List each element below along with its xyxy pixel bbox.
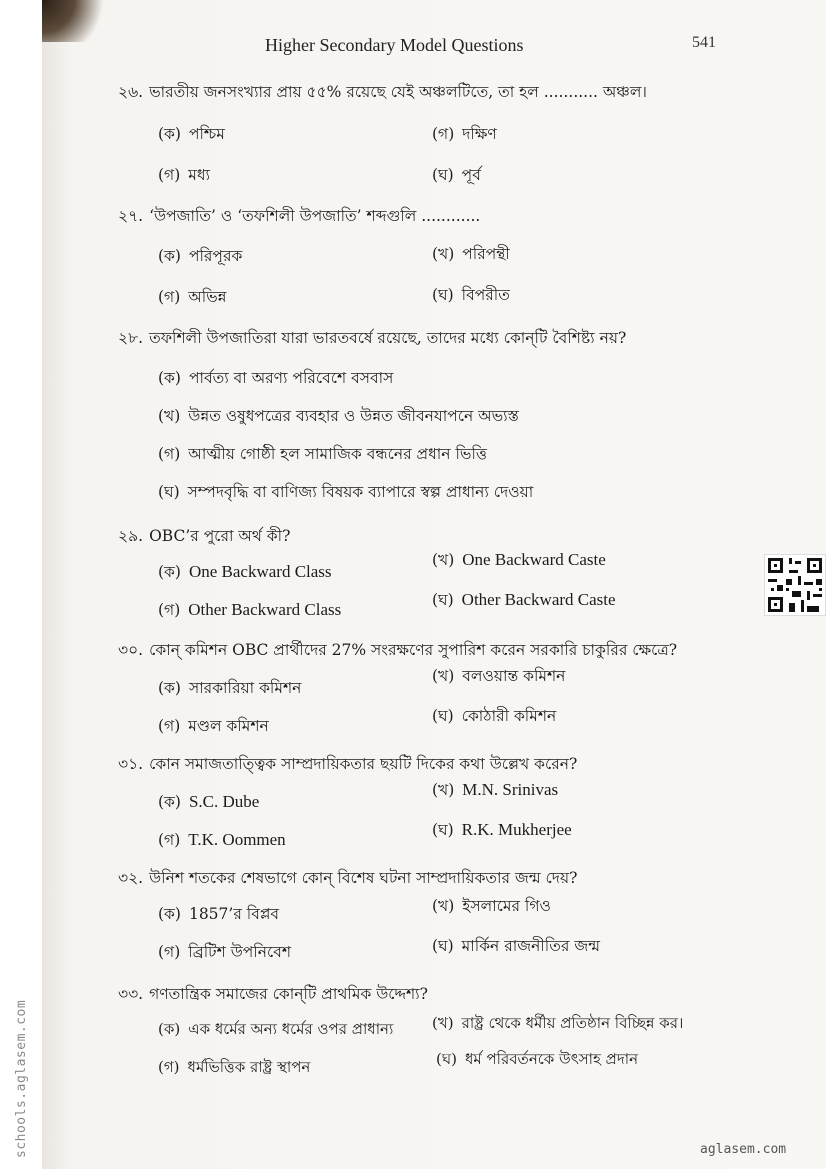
- option-text: বিপরীত: [461, 286, 510, 304]
- option-text: One Backward Caste: [462, 550, 606, 569]
- option-text: পশ্চিম: [188, 125, 225, 143]
- question-text: উনিশ শতকের শেষভাগে কোন্‌ বিশেষ ঘটনা সাম্প্রদায়িকতার জন্ম দেয়?: [149, 869, 578, 887]
- option-text: Other Backward Caste: [461, 590, 616, 609]
- option-text: এক ধর্মের অন্য ধর্মের ওপর প্রাধান্য: [188, 1020, 394, 1038]
- option-text: আত্মীয় গোষ্ঠী হল সামাজিক বন্ধনের প্রধান ভিত্তি: [188, 445, 487, 463]
- option-label: (গ): [158, 943, 181, 961]
- option: [158, 828, 286, 854]
- option-text: সারকারিয়া কমিশন: [188, 679, 302, 697]
- question-number: ২৬.: [118, 83, 144, 101]
- question-text: ‘উপজাতি’ ও ‘তফশিলী উপজাতি’ শব্দগুলি ............: [149, 207, 481, 225]
- option-label: (ঘ): [432, 591, 454, 609]
- option: [432, 664, 565, 690]
- option-label: (গ): [158, 288, 181, 306]
- question-text: গণতান্ত্রিক সমাজের কোন্‌টি প্রাথমিক উদ্দেশ্য?: [149, 985, 428, 1003]
- option-label: (গ): [158, 1058, 180, 1076]
- question-26: [118, 80, 647, 106]
- option-text: পূর্ব: [461, 166, 481, 184]
- page-header-title: Higher Secondary Model Questions: [265, 35, 524, 55]
- question-28: [118, 326, 626, 352]
- option-label: (খ): [432, 1014, 454, 1032]
- option-label: (ক): [158, 905, 181, 923]
- option: [432, 122, 497, 148]
- option-text: সম্পদবৃদ্ধি বা বাণিজ্য বিষয়ক ব্যাপারে স্বল্প প্রাধান্য দেওয়া: [187, 483, 534, 501]
- option-text: S.C. Dube: [188, 792, 260, 811]
- option-text: দক্ষিণ: [462, 125, 497, 143]
- option-label: (গ): [158, 717, 181, 735]
- option-text: বলওয়ান্ত কমিশন: [462, 667, 566, 685]
- qr-code[interactable]: [764, 554, 826, 616]
- question-number: ২৮.: [118, 329, 144, 347]
- option: [158, 714, 269, 740]
- question-33: [118, 982, 428, 1008]
- option: [158, 940, 291, 966]
- option: [158, 598, 341, 624]
- option-text: ধর্ম পরিবর্তনকে উৎসাহ প্রদান: [464, 1050, 639, 1068]
- option-label: (ঘ): [432, 286, 454, 304]
- option-label: (ঘ): [158, 483, 180, 501]
- option: [158, 285, 227, 311]
- option-text: কোঠারী কমিশন: [461, 707, 557, 725]
- option-label: (ক): [158, 563, 181, 581]
- option-text: 1857’র বিপ্লব: [188, 905, 280, 923]
- option-text: মার্কিন রাজনীতির জন্ম: [461, 937, 600, 955]
- page-corner-shadow: [42, 0, 112, 42]
- watermark-bottom: aglasem.com: [700, 1142, 787, 1157]
- option: [432, 242, 510, 268]
- option-text: রাষ্ট্র থেকে ধর্মীয় প্রতিষ্ঠান বিচ্ছিন্ন কর।: [461, 1014, 684, 1032]
- page-number: 541: [692, 34, 716, 51]
- option-text: ইসলামের গিও: [462, 897, 551, 915]
- option: [158, 404, 519, 430]
- question-32: [118, 866, 577, 892]
- option-label: (খ): [158, 407, 181, 425]
- option-text: ধর্মভিত্তিক রাষ্ট্র স্থাপন: [187, 1058, 311, 1076]
- option-label: (গ): [158, 601, 181, 619]
- question-number: ২৯.: [118, 527, 144, 545]
- option: [432, 548, 606, 574]
- option-label: (খ): [432, 781, 455, 799]
- option: [432, 894, 551, 920]
- question-text: OBC’র পুরো অর্থ কী?: [149, 527, 291, 545]
- question-30: [118, 638, 677, 664]
- option: [158, 163, 210, 189]
- option-label: (গ): [158, 166, 181, 184]
- option-label: (গ): [158, 831, 181, 849]
- option-text: Other Backward Class: [188, 600, 342, 619]
- option: [432, 704, 556, 730]
- option: [432, 818, 572, 844]
- option-label: (ঘ): [432, 707, 454, 725]
- option: [158, 902, 279, 928]
- option-label: (ঘ): [432, 821, 454, 839]
- option-label: (ঘ): [436, 1050, 457, 1068]
- question-text: কোন সমাজতাত্ত্বিক সাম্প্রদায়িকতার ছয়টি দিকের কথা উল্লেখ করেন?: [149, 755, 578, 773]
- option-text: উন্নত ওষুধপত্রের ব্যবহার ও উন্নত জীবনযাপনে অভ্যস্ত: [188, 407, 519, 425]
- option: [436, 1048, 638, 1073]
- option-text: R.K. Mukherjee: [461, 820, 572, 839]
- option-label: (ক): [158, 793, 181, 811]
- qr-code-icon: [765, 555, 825, 615]
- option-label: (গ): [158, 445, 181, 463]
- question-number: ৩০.: [118, 641, 144, 659]
- option-label: (ক): [158, 1020, 181, 1038]
- option-label: (ক): [158, 247, 181, 265]
- option: [432, 778, 558, 804]
- watermark-side: schools.aglasem.com: [14, 999, 29, 1158]
- option: [158, 1018, 393, 1043]
- option-text: মণ্ডল কমিশন: [188, 717, 269, 735]
- option-label: (গ): [432, 125, 455, 143]
- option-text: পার্বত্য বা অরণ্য পরিবেশে বসবাস: [188, 369, 394, 387]
- question-text: কোন্‌ কমিশন OBC প্রার্থীদের 27% সংরক্ষণের সুপারিশ করেন সরকারি চাকুরির ক্ষেত্রে?: [149, 641, 678, 659]
- option: [158, 790, 259, 816]
- option-label: (ঘ): [432, 166, 454, 184]
- option: [432, 163, 481, 189]
- question-29: [118, 524, 290, 550]
- option-label: (খ): [432, 245, 455, 263]
- question-text: ভারতীয় জনসংখ্যার প্রায় ৫৫% রয়েছে যেই অঞ্চলটিতে, তা হল ........... অঞ্চল।: [149, 83, 647, 101]
- option: [158, 122, 225, 148]
- question-number: ২৭.: [118, 207, 144, 225]
- option: [432, 283, 510, 309]
- option: [158, 244, 242, 270]
- option: [158, 366, 393, 392]
- option-label: (ক): [158, 125, 181, 143]
- question-number: ৩১.: [118, 755, 144, 773]
- option: [432, 588, 616, 614]
- option-text: পরিপূরক: [188, 247, 243, 265]
- option: [158, 1056, 310, 1081]
- option: [432, 934, 600, 960]
- option-text: পরিপন্থী: [462, 245, 510, 263]
- option-label: (খ): [432, 897, 455, 915]
- option-label: (ক): [158, 369, 181, 387]
- question-number: ৩২.: [118, 869, 144, 887]
- option: [158, 480, 533, 506]
- question-number: ৩৩.: [118, 985, 144, 1003]
- question-text: তফশিলী উপজাতিরা যারা ভারতবর্ষে রয়েছে, তাদের মধ্যে কোন্‌টি বৈশিষ্ট্য নয়?: [149, 329, 627, 347]
- option-text: মধ্য: [188, 166, 211, 184]
- option-text: অভিন্ন: [188, 288, 227, 306]
- option: [158, 560, 332, 586]
- option: [158, 442, 487, 468]
- option: [432, 1012, 683, 1037]
- option-label: (ক): [158, 679, 181, 697]
- option-text: T.K. Oommen: [188, 830, 286, 849]
- option-label: (ঘ): [432, 937, 454, 955]
- option-text: ব্রিটিশ উপনিবেশ: [188, 943, 292, 961]
- option-label: (খ): [432, 551, 455, 569]
- option-label: (খ): [432, 667, 455, 685]
- option-text: M.N. Srinivas: [462, 780, 559, 799]
- question-31: [118, 752, 577, 778]
- option: [158, 676, 301, 702]
- option-text: One Backward Class: [188, 562, 332, 581]
- question-27: [118, 204, 480, 230]
